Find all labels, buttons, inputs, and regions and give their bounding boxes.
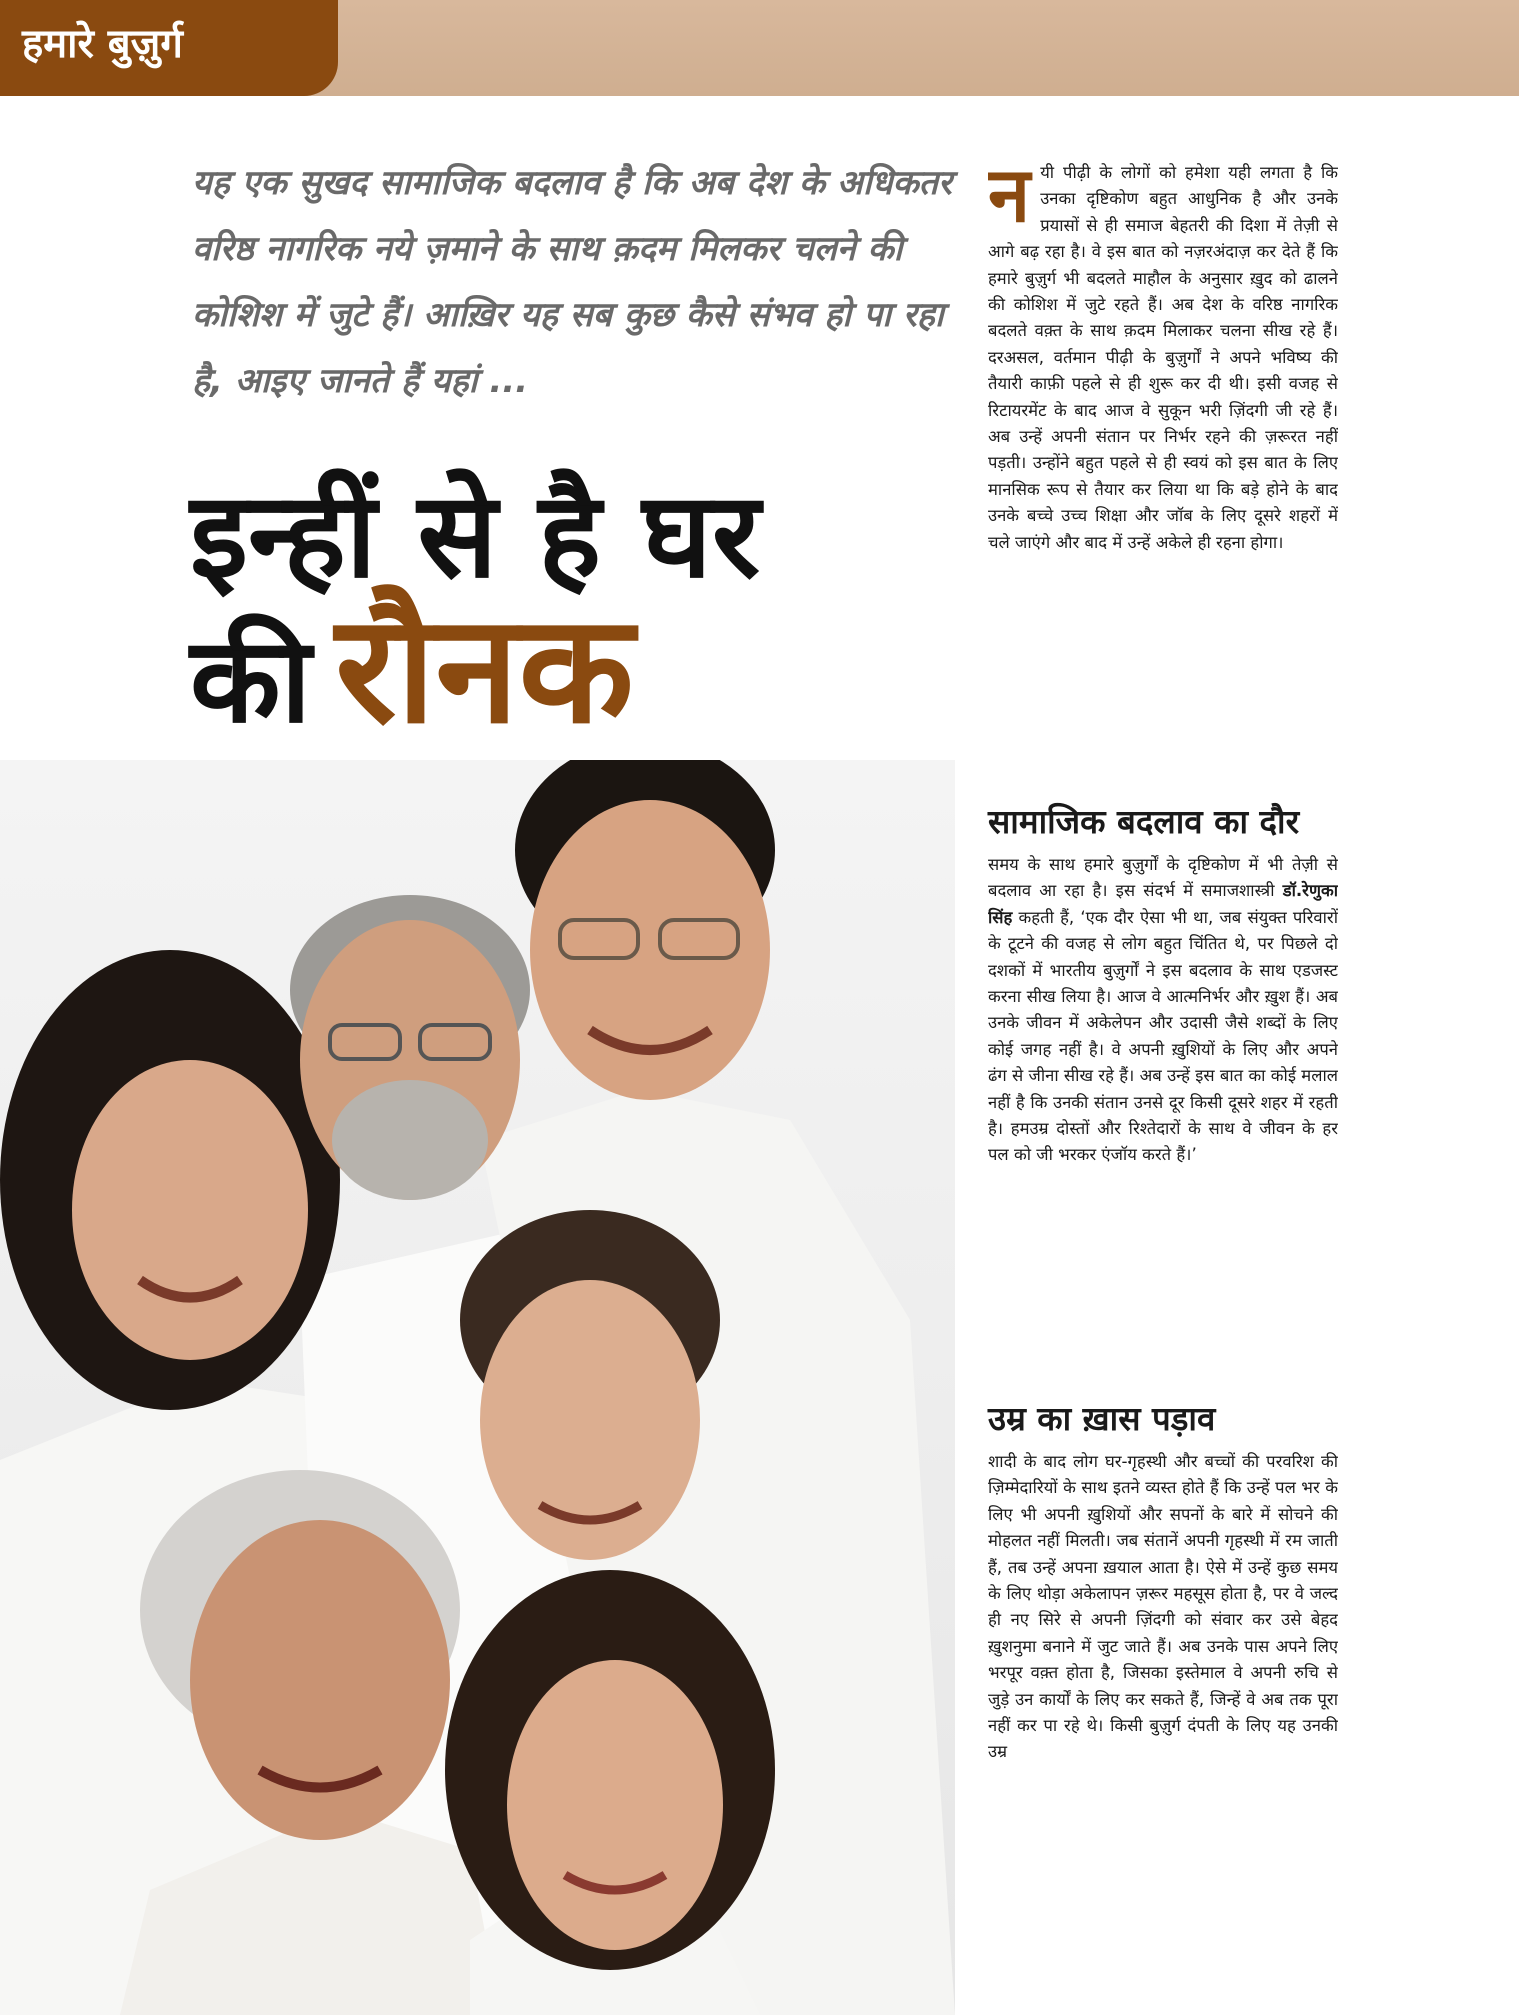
headline-line-2-prefix: की: [190, 611, 312, 749]
family-photo-illustration: [0, 760, 955, 2015]
headline-line-1: इन्हीं से है घर: [190, 466, 761, 604]
article-paragraph-2: [988, 852, 1338, 1169]
intro-deck: यह एक सुखद सामाजिक बदलाव है कि अब देश के अधिकतर वरिष्ठ नागरिक नये ज़माने के साथ क़दम मिलकर चलने की कोशिश में जुटे हैं। आख़िर यह सब कुछ कैसे संभव हो पा रहा है, आइए जानते हैं यहां ...: [192, 163, 952, 401]
para2-text-a: समय के साथ हमारे बुज़ुर्गों के दृष्टिकोण में भी तेज़ी से बदलाव आ रहा है। इस संदर्भ में समाजशास्त्री: [988, 855, 1338, 901]
family-photo: [0, 760, 955, 2015]
section-label: हमारे बुज़ुर्ग: [22, 21, 183, 67]
article-block-3: [988, 1449, 1338, 1934]
section-tab: [0, 0, 338, 96]
headline-line-2: [190, 583, 970, 757]
article-block-2: [988, 852, 1338, 1387]
drop-cap: न: [988, 160, 1031, 239]
subhead-social-change: सामाजिक बदलाव का दौर: [988, 802, 1300, 841]
subhead-special-stage: उम्र का ख़ास पड़ाव: [988, 1399, 1216, 1438]
headline: [190, 466, 970, 757]
headline-accent-word: रौनक: [335, 583, 634, 757]
article-paragraph-3: शादी के बाद लोग घर-गृहस्थी और बच्चों की परवरिश की ज़िम्मेदारियों के साथ इतने व्यस्त होते हैं कि उन्हें पल भर के लिए भी अपनी ख़ुशियों और सपनों के बारे में सोचने की मोहलत नहीं मिलती। जब संतानें अपनी गृहस्थी में रम जाती हैं, तब उन्हें अपना ख़याल आता है। ऐसे में उन्हें कुछ समय के लिए थोड़ा अकेलापन ज़रूर महसूस होता है, पर वे जल्द ही नए सिरे से अपनी ज़िंदगी को संवार कर उसे बेहद ख़ुशनुमा बनाने में जुट जाते हैं। अब उनके पास अपने लिए भरपूर वक़्त होता है, जिसका इस्तेमाल वे अपनी रुचि से जुड़े उन कार्यों के लिए कर सकते हैं, जिन्हें वे अब तक पूरा नहीं कर पा रहे थे। किसी बुज़ुर्ग दंपती के लिए यह उनकी उम्र: [988, 1452, 1338, 1762]
article-column: [988, 160, 1338, 1934]
expert-name: डॉ.रेणुका सिंह: [988, 881, 1338, 927]
para2-text-b: कहती हैं, ‘एक दौर ऐसा भी था, जब संयुक्त परिवारों के टूटने की वजह से लोग बहुत चिंतित थे, पर पिछले दो दशकों में भारतीय बुज़ुर्गों ने इस बदलाव के साथ एडजस्ट करना सीख लिया है। आज वे आत्मनिर्भर और ख़ुश हैं। अब उनके जीवन में अकेलेपन और उदासी जैसे शब्दों के लिए कोई जगह नहीं है। वे अपनी ख़ुशियों के लिए और अपने ढंग से जीना सीख रहे हैं। अब उन्हें इस बात का कोई मलाल नहीं है कि उनकी संतान उनसे दूर किसी दूसरे शहर में रहती है। हमउम्र दोस्तों और रिश्तेदारों के साथ वे जीवन के हर पल को जी भरकर एंजॉय करते हैं।’: [988, 907, 1338, 1165]
article-paragraph-1: यी पीढ़ी के लोगों को हमेशा यही लगता है कि उनका दृष्टिकोण बहुत आधुनिक है और उनके प्रयासों से ही समाज बेहतरी की दिशा में तेज़ी से आगे बढ़ रहा है। वे इस बात को नज़रअंदाज़ कर देते हैं कि हमारे बुज़ुर्ग भी बदलते माहौल के अनुसार ख़ुद को ढालने की कोशिश में जुटे रहते हैं। अब देश के वरिष्ठ नागरिक बदलते वक़्त के साथ क़दम मिलाकर चलना सीख रहे हैं। दरअसल, वर्तमान पीढ़ी के बुज़ुर्गों ने अपने भविष्य की तैयारी काफ़ी पहले से ही शुरू कर दी थी। इसी वजह से रिटायरमेंट के बाद आज वे सुकून भरी ज़िंदगी जी रहे हैं। अब उन्हें अपनी संतान पर निर्भर रहने की ज़रूरत नहीं पड़ती। उन्होंने बहुत पहले से ही स्वयं को इस बात के लिए मानसिक रूप से तैयार कर लिया था कि बड़े होने के बाद उनके बच्चे उच्च शिक्षा और जॉब के लिए दूसरे शहरों में चले जाएंगे और बाद में उन्हें अकेले ही रहना होगा।: [988, 163, 1338, 552]
article-block-1: [988, 160, 1338, 790]
